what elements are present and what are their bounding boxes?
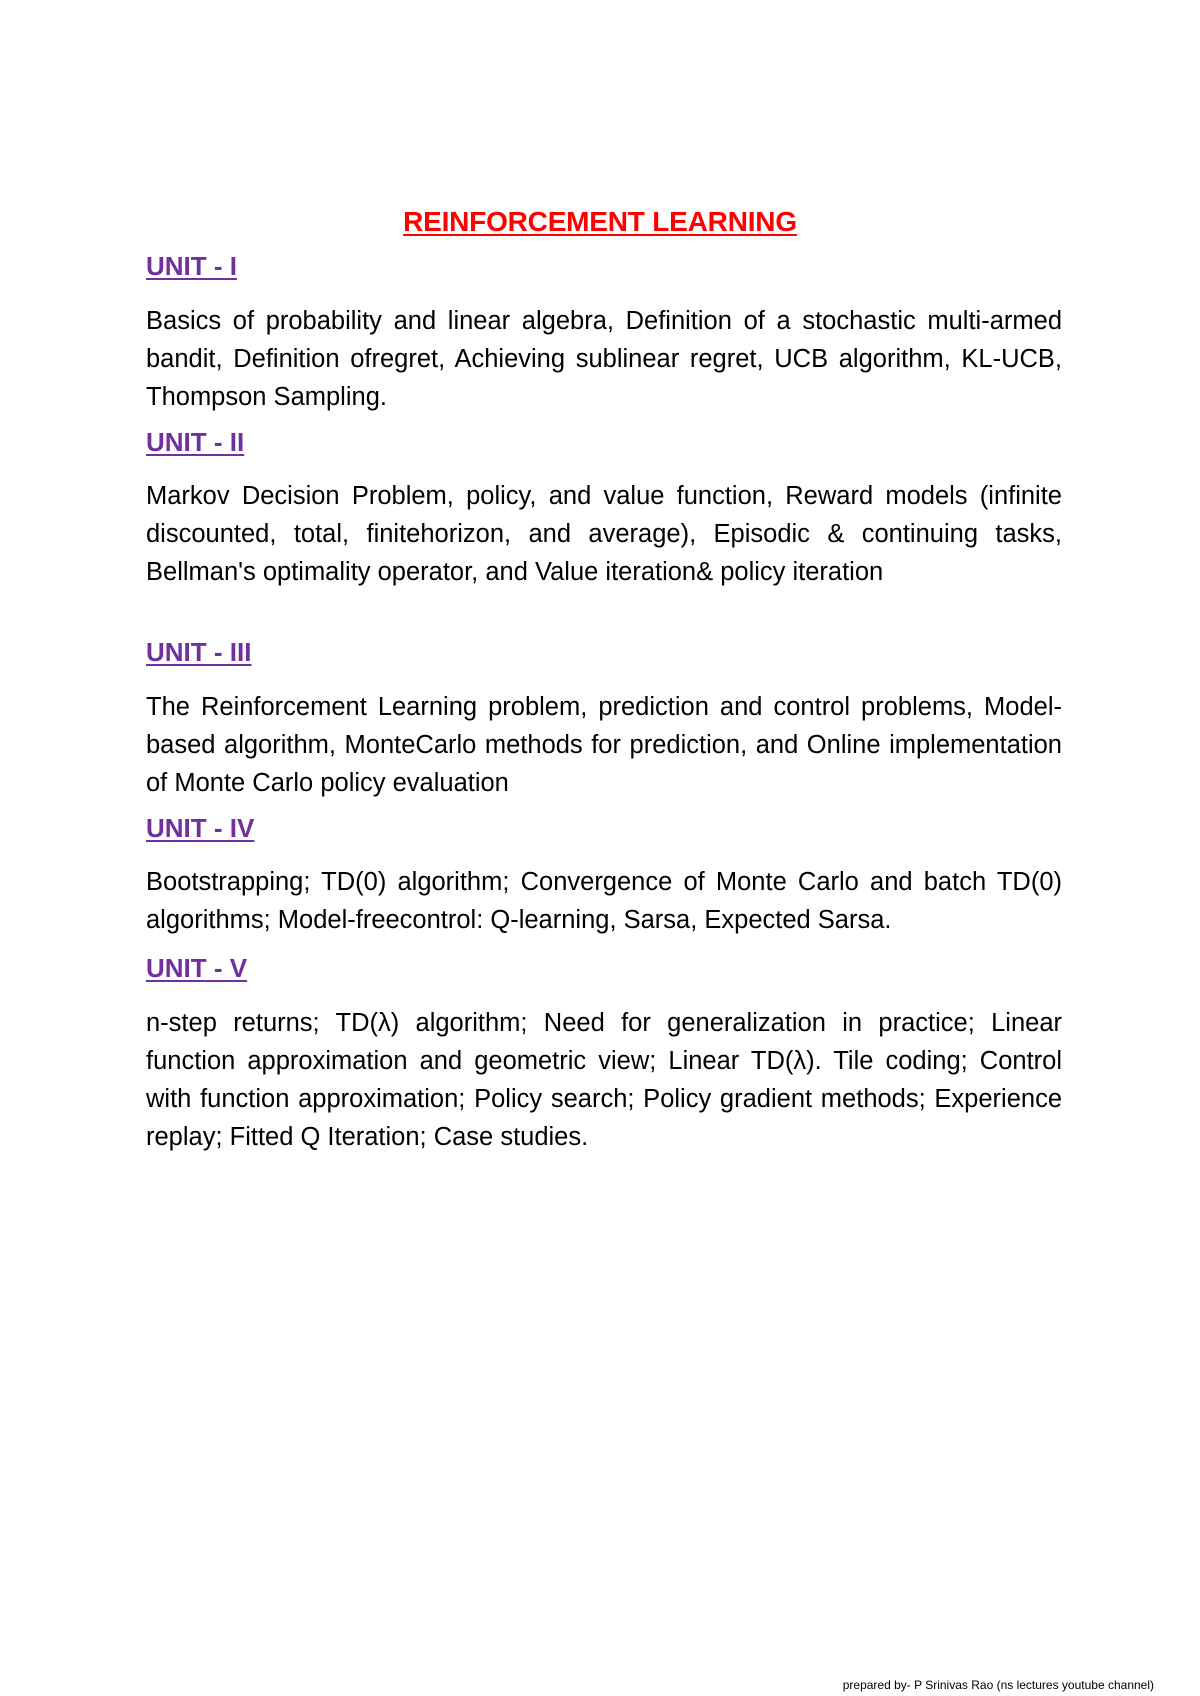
unit-5-body: n-step returns; TD(λ) algorithm; Need for generalization in practice; Linear function approximation and geometric view; Linear TD(λ). Tile coding; Control with function approximation; Policy search; Policy gradient methods; Experience replay; Fitted Q Iteration; Case studies. — [146, 1009, 1062, 1151]
unit-1-body: Basics of probability and linear algebra, Definition of a stochastic multi-armed bandit, Definition ofregret, Achieving sublinear regret, UCB algorithm, KL-UCB, Thompson Sampling. — [146, 307, 1062, 411]
unit-4-body: Bootstrapping; TD(0) algorithm; Convergence of Monte Carlo and batch TD(0) algorithms; Model-freecontrol: Q-learning, Sarsa, Expected Sarsa. — [146, 868, 1062, 934]
document-title: REINFORCEMENT LEARNING — [403, 206, 797, 237]
unit-5-heading: UNIT - V — [146, 953, 248, 983]
unit-3-heading: UNIT - III — [146, 637, 252, 667]
unit-1-heading: UNIT - I — [146, 251, 237, 281]
footer-credit: prepared by- P Srinivas Rao (ns lectures youtube channel) — [842, 1678, 1154, 1692]
unit-3-body: The Reinforcement Learning problem, prediction and control problems, Model-based algorithm, MonteCarlo methods for prediction, and Online implementation of Monte Carlo policy evaluation — [146, 693, 1062, 797]
unit-2-heading: UNIT - II — [146, 427, 245, 457]
unit-4-heading: UNIT - IV — [146, 813, 255, 843]
unit-2-body: Markov Decision Problem, policy, and value function, Reward models (infinite discounted, total, finitehorizon, and average), Episodic & continuing tasks, Bellman's optimality operator, and Value iteration& policy iteration — [146, 482, 1062, 586]
